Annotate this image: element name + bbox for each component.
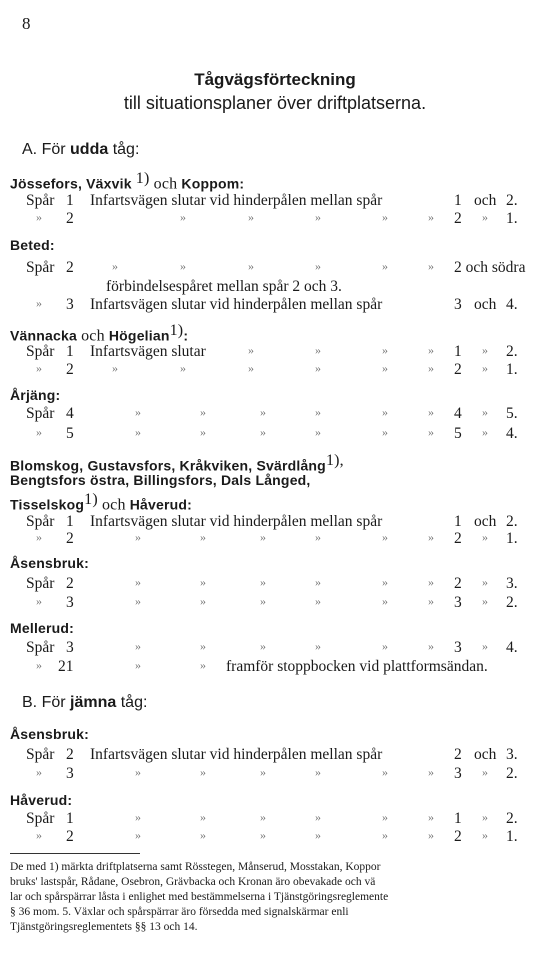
ditto-mark: » xyxy=(135,810,141,824)
ditto-mark: » xyxy=(315,765,321,779)
ditto-mark: » xyxy=(36,361,42,375)
from-track: 1 xyxy=(454,810,462,827)
ditto-mark: » xyxy=(315,425,321,439)
ditto-mark: » xyxy=(428,425,434,439)
ditto-mark: » xyxy=(260,639,266,653)
route-description: Infartsvägen slutar vid hinderpålen mellan spår xyxy=(90,513,383,530)
ditto-mark: » xyxy=(260,530,266,544)
route-row xyxy=(0,594,550,614)
track-number: 21 xyxy=(58,658,74,675)
route-row xyxy=(0,810,550,830)
track-number: 1 xyxy=(66,192,74,209)
ditto-mark: » xyxy=(180,259,186,273)
ditto-mark: » xyxy=(428,405,434,419)
route-row xyxy=(0,192,550,212)
track-number: 2 xyxy=(66,828,74,845)
ditto-mark: » xyxy=(135,639,141,653)
ditto-mark: » xyxy=(135,658,141,672)
section-a-heading xyxy=(22,141,139,159)
spar-label: Spår xyxy=(26,746,55,763)
ditto-mark: » xyxy=(315,343,321,357)
footnote-line: § 36 mom. 5. Växlar och spårspärrar äro försedda med signalskärmar enli xyxy=(10,906,349,918)
conjunction: och xyxy=(474,296,497,313)
ditto-mark: » xyxy=(200,594,206,608)
footnote-line: De med 1) märkta driftplatserna samt Rösstegen, Månserud, Mosstakan, Koppor xyxy=(10,861,381,873)
to-track: 4. xyxy=(506,425,518,442)
track-number: 2 xyxy=(66,361,74,378)
ditto-mark: » xyxy=(135,530,141,544)
ditto-mark: » xyxy=(315,405,321,419)
section-text: tåg: xyxy=(120,694,148,711)
track-number: 2 xyxy=(66,746,74,763)
route-row xyxy=(0,361,550,381)
station-beted: Beted: xyxy=(10,237,55,253)
ditto-mark: » xyxy=(200,639,206,653)
ditto-mark: » xyxy=(382,343,388,357)
from-track: 2 xyxy=(454,361,462,378)
spar-label: Spår xyxy=(26,575,55,592)
ditto-mark: » xyxy=(315,639,321,653)
footnote-mark: 1) xyxy=(169,322,184,339)
ditto-mark: » xyxy=(382,765,388,779)
station-asensbruk: Åsensbruk: xyxy=(10,555,90,571)
to-track: 2. xyxy=(506,343,518,360)
ditto-mark: » xyxy=(36,210,42,224)
to-track: 2. xyxy=(506,594,518,611)
to-track: 3. xyxy=(506,746,518,763)
page-title: Tågvägsförteckning xyxy=(194,70,356,89)
track-number: 3 xyxy=(66,639,74,656)
station-name: Koppom: xyxy=(181,175,245,192)
route-row xyxy=(0,210,550,230)
route-row xyxy=(0,343,550,363)
page-number: 8 xyxy=(22,14,31,33)
track-number: 2 xyxy=(66,210,74,227)
route-row xyxy=(0,639,550,659)
section-b-heading xyxy=(22,694,147,712)
ditto-mark: » xyxy=(36,658,42,672)
ditto-mark: » xyxy=(482,575,488,589)
to-track: 1. xyxy=(506,210,518,227)
ditto-mark: » xyxy=(200,810,206,824)
ditto-mark: » xyxy=(248,210,254,224)
spar-label: Spår xyxy=(26,513,55,530)
conjunction: och xyxy=(153,175,178,193)
station-jossefors xyxy=(10,170,244,194)
section-text-bold: udda xyxy=(70,141,109,158)
ditto-mark: » xyxy=(382,361,388,375)
ditto-mark: » xyxy=(200,575,206,589)
track-number: 2 xyxy=(66,530,74,547)
ditto-mark: » xyxy=(382,425,388,439)
route-description: Infartsvägen slutar vid hinderpålen mellan spår xyxy=(90,192,383,209)
from-track: 1 xyxy=(454,513,462,530)
from-track: 2 xyxy=(454,530,462,547)
ditto-mark: » xyxy=(200,405,206,419)
from-track: 2 xyxy=(454,575,462,592)
ditto-mark: » xyxy=(135,575,141,589)
station-bengtsfors-group: Bengtsfors östra, Billingsfors, Dals Långed, xyxy=(10,472,311,488)
section-text: tåg: xyxy=(112,141,140,158)
ditto-mark: » xyxy=(315,259,321,273)
ditto-mark: » xyxy=(248,343,254,357)
ditto-mark: » xyxy=(482,765,488,779)
section-text-bold: jämna xyxy=(70,694,117,711)
conjunction: och xyxy=(474,192,497,209)
ditto-mark: » xyxy=(260,810,266,824)
to-track: 3. xyxy=(506,575,518,592)
from-track: 2 xyxy=(454,746,462,763)
route-continuation: förbindelsespåret mellan spår 2 och 3. xyxy=(106,278,342,295)
track-number: 4 xyxy=(66,405,74,422)
from-track: 3 xyxy=(454,765,462,782)
route-row xyxy=(0,765,550,785)
spar-label: Spår xyxy=(26,405,55,422)
from-track: 3 xyxy=(454,639,462,656)
spar-label: Spår xyxy=(26,259,55,276)
track-number: 1 xyxy=(66,343,74,360)
route-row xyxy=(0,259,550,279)
ditto-mark: » xyxy=(315,210,321,224)
conjunction: och xyxy=(101,496,126,514)
ditto-mark: » xyxy=(428,343,434,357)
station-name: Högelian xyxy=(108,327,170,344)
to-track: 2. xyxy=(506,810,518,827)
to-track: 1. xyxy=(506,828,518,845)
ditto-mark: » xyxy=(260,828,266,842)
ditto-mark: » xyxy=(135,828,141,842)
station-name: Vännacka xyxy=(10,327,77,344)
ditto-mark: » xyxy=(382,210,388,224)
from-track: 3 xyxy=(454,594,462,611)
ditto-mark: » xyxy=(112,259,118,273)
route-description: Infartsvägen slutar vid hinderpålen mellan spår xyxy=(90,296,383,313)
ditto-mark: » xyxy=(428,594,434,608)
station-name: Tisselskog xyxy=(10,496,85,513)
ditto-mark: » xyxy=(482,828,488,842)
ditto-mark: » xyxy=(315,810,321,824)
footnote-divider xyxy=(10,853,140,854)
station-arjang: Årjäng: xyxy=(10,387,61,403)
spar-label: Spår xyxy=(26,639,55,656)
spar-label: Spår xyxy=(26,192,55,209)
spar-label: Spår xyxy=(26,810,55,827)
spar-label: Spår xyxy=(26,343,55,360)
ditto-mark: » xyxy=(135,765,141,779)
section-text: För xyxy=(41,694,66,711)
route-row xyxy=(0,658,550,678)
from-track: 5 xyxy=(454,425,462,442)
to-track: 2. xyxy=(506,765,518,782)
station-haverud-b: Håverud: xyxy=(10,792,73,808)
ditto-mark: » xyxy=(382,810,388,824)
ditto-mark: » xyxy=(180,210,186,224)
track-number: 3 xyxy=(66,296,74,313)
station-name: Håverud: xyxy=(129,496,193,513)
ditto-mark: » xyxy=(428,828,434,842)
ditto-mark: » xyxy=(36,828,42,842)
footnote xyxy=(10,860,550,935)
from-track: 1 xyxy=(454,343,462,360)
footnote-mark: 1), xyxy=(325,452,344,469)
footnote-line: bruks' lastspår, Rådane, Osebron, Grävbacka och Kronan äro obevakade och vä xyxy=(10,876,376,888)
ditto-mark: » xyxy=(36,296,42,310)
ditto-mark: » xyxy=(248,259,254,273)
ditto-mark: » xyxy=(428,765,434,779)
ditto-mark: » xyxy=(36,765,42,779)
route-description: Infartsvägen slutar vid hinderpålen mellan spår xyxy=(90,746,383,763)
ditto-mark: » xyxy=(382,828,388,842)
route-row xyxy=(0,530,550,550)
from-track: 4 xyxy=(454,405,462,422)
ditto-mark: » xyxy=(382,530,388,544)
ditto-mark: » xyxy=(36,594,42,608)
to-track: 4. xyxy=(506,639,518,656)
footnote-mark: 1) xyxy=(135,170,150,187)
section-text: För xyxy=(41,141,66,158)
ditto-mark: » xyxy=(482,530,488,544)
footnote-line: lar och spårspärrar låsta i enlighet med bestämmelserna i Tjänstgöringsreglemente xyxy=(10,891,389,903)
ditto-mark: » xyxy=(482,405,488,419)
ditto-mark: » xyxy=(260,765,266,779)
route-row xyxy=(0,746,550,766)
ditto-mark: » xyxy=(428,530,434,544)
ditto-mark: » xyxy=(200,658,206,672)
section-letter: B. xyxy=(22,694,38,711)
ditto-mark: » xyxy=(315,828,321,842)
station-tisselskog-group xyxy=(10,491,192,515)
route-row xyxy=(0,405,550,425)
colon: : xyxy=(183,327,189,344)
ditto-mark: » xyxy=(315,575,321,589)
footnote-line: Tjänstgöringsreglementets §§ 13 och 14. xyxy=(10,921,198,933)
ditto-mark: » xyxy=(315,530,321,544)
section-letter: A. xyxy=(22,141,38,158)
track-number: 5 xyxy=(66,425,74,442)
ditto-mark: » xyxy=(482,639,488,653)
ditto-mark: » xyxy=(260,594,266,608)
route-description: framför stoppbocken vid plattformsändan. xyxy=(226,658,488,675)
ditto-mark: » xyxy=(112,361,118,375)
to-track: 2. xyxy=(506,192,518,209)
ditto-mark: » xyxy=(482,361,488,375)
from-track: 2 xyxy=(454,828,462,845)
conjunction: och xyxy=(474,513,497,530)
ditto-mark: » xyxy=(200,425,206,439)
ditto-mark: » xyxy=(382,594,388,608)
route-row xyxy=(0,278,550,298)
track-number: 2 xyxy=(66,575,74,592)
route-end: 2 och södra xyxy=(454,259,526,276)
ditto-mark: » xyxy=(482,343,488,357)
station-blomskog-group xyxy=(10,452,344,474)
route-row xyxy=(0,425,550,445)
ditto-mark: » xyxy=(260,405,266,419)
ditto-mark: » xyxy=(260,425,266,439)
from-track: 1 xyxy=(454,192,462,209)
station-asensbruk-b: Åsensbruk: xyxy=(10,726,90,742)
track-number: 1 xyxy=(66,513,74,530)
ditto-mark: » xyxy=(428,575,434,589)
ditto-mark: » xyxy=(135,425,141,439)
conjunction: och xyxy=(81,327,105,345)
ditto-mark: » xyxy=(180,361,186,375)
route-row xyxy=(0,296,550,316)
ditto-mark: » xyxy=(482,425,488,439)
ditto-mark: » xyxy=(428,259,434,273)
ditto-mark: » xyxy=(315,361,321,375)
ditto-mark: » xyxy=(36,530,42,544)
route-row xyxy=(0,828,550,848)
ditto-mark: » xyxy=(428,361,434,375)
station-mellerud: Mellerud: xyxy=(10,620,75,636)
ditto-mark: » xyxy=(428,639,434,653)
ditto-mark: » xyxy=(315,594,321,608)
to-track: 2. xyxy=(506,513,518,530)
to-track: 5. xyxy=(506,405,518,422)
ditto-mark: » xyxy=(248,361,254,375)
ditto-mark: » xyxy=(260,575,266,589)
to-track: 4. xyxy=(506,296,518,313)
ditto-mark: » xyxy=(36,425,42,439)
route-description: Infartsvägen slutar xyxy=(90,343,206,360)
ditto-mark: » xyxy=(200,765,206,779)
to-track: 1. xyxy=(506,361,518,378)
from-track: 3 xyxy=(454,296,462,313)
ditto-mark: » xyxy=(382,575,388,589)
track-number: 1 xyxy=(66,810,74,827)
track-number: 3 xyxy=(66,594,74,611)
ditto-mark: » xyxy=(428,210,434,224)
ditto-mark: » xyxy=(482,810,488,824)
ditto-mark: » xyxy=(135,405,141,419)
station-name: Jössefors, Växvik xyxy=(10,175,132,192)
route-row xyxy=(0,575,550,595)
page-subtitle: till situationsplaner över driftplatserna. xyxy=(123,93,427,113)
ditto-mark: » xyxy=(382,639,388,653)
track-number: 3 xyxy=(66,765,74,782)
footnote-mark: 1) xyxy=(84,491,98,508)
track-number: 2 xyxy=(66,259,74,276)
station-name: Blomskog, Gustavsfors, Kråkviken, Svärdlång xyxy=(10,457,326,474)
ditto-mark: » xyxy=(382,259,388,273)
ditto-mark: » xyxy=(200,530,206,544)
conjunction: och xyxy=(474,746,497,763)
to-track: 1. xyxy=(506,530,518,547)
ditto-mark: » xyxy=(382,405,388,419)
ditto-mark: » xyxy=(200,828,206,842)
ditto-mark: » xyxy=(482,594,488,608)
ditto-mark: » xyxy=(135,594,141,608)
ditto-mark: » xyxy=(482,210,488,224)
ditto-mark: » xyxy=(428,810,434,824)
from-track: 2 xyxy=(454,210,462,227)
